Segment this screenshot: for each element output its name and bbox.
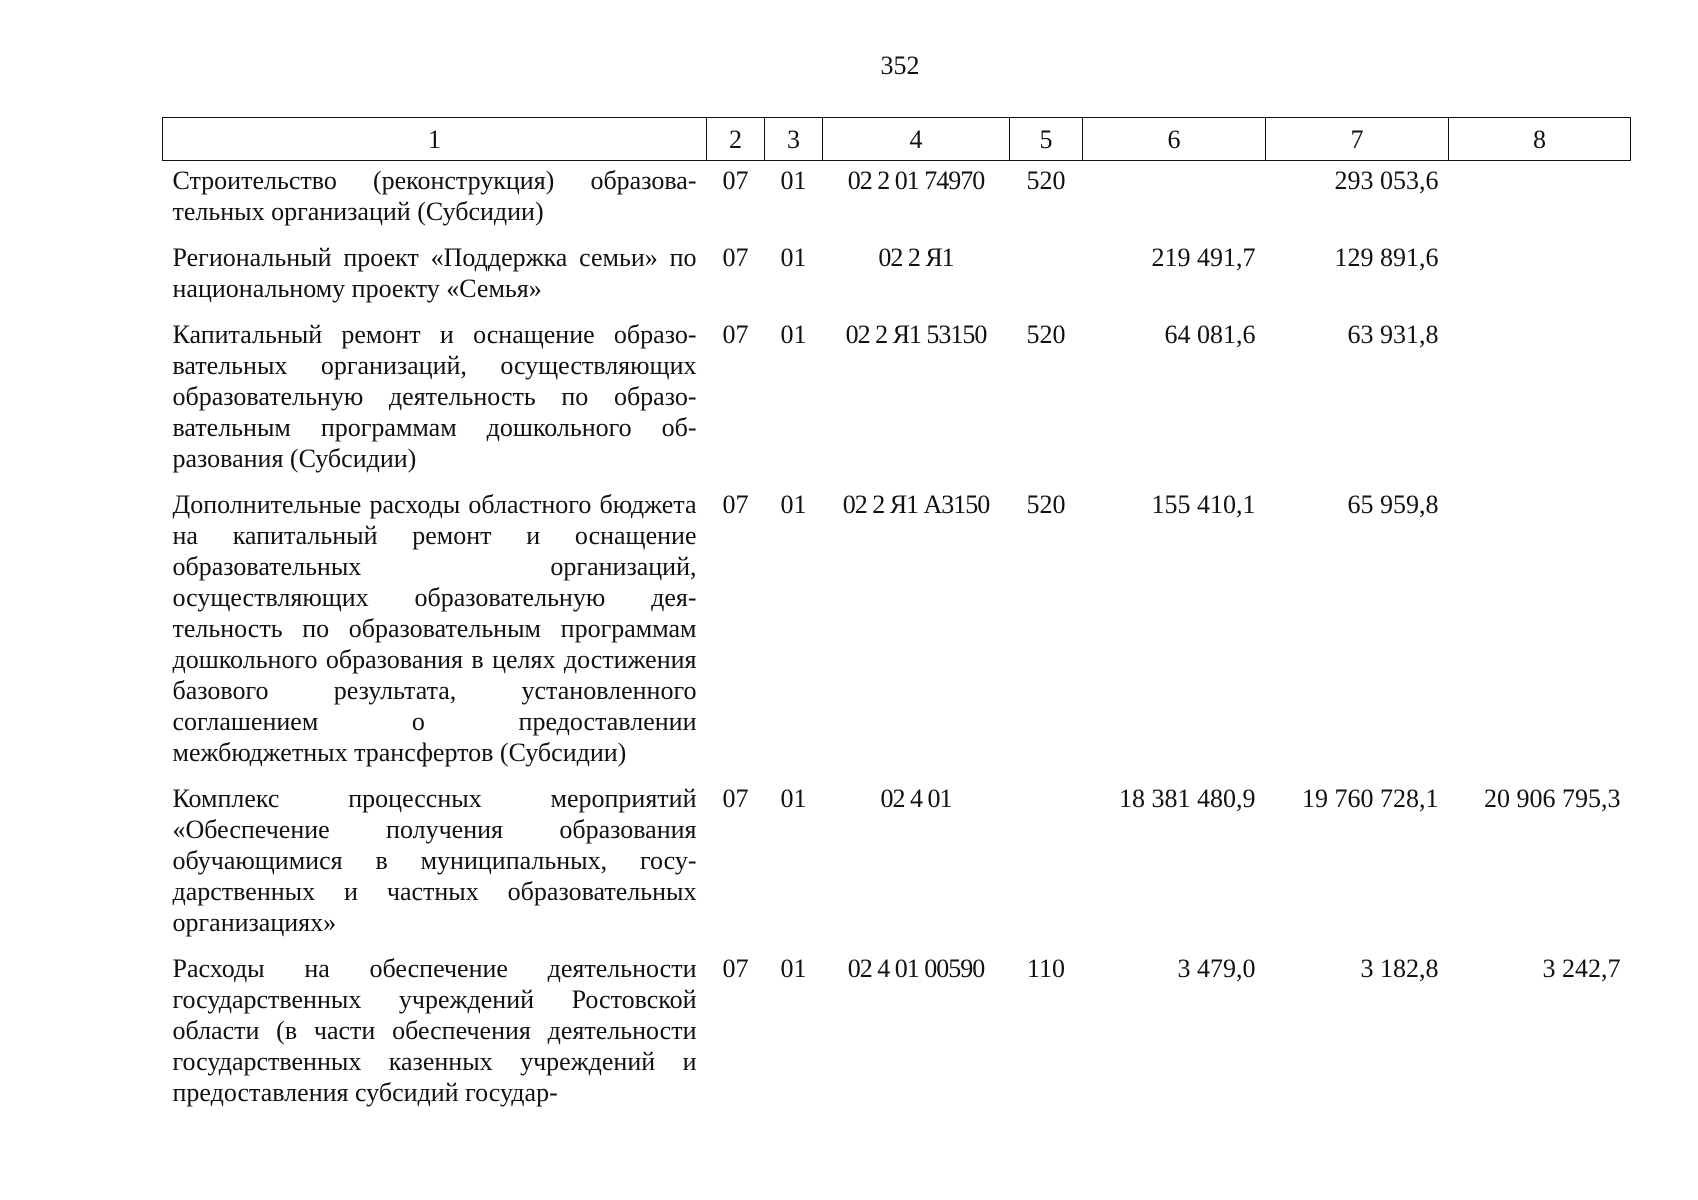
row-name: Расходы на обеспечение деятельности государственных учреждений Ростовской области (в части обеспечения деятельности государственных казенных учреждений и предоставления субсидий государ-	[172, 954, 697, 1107]
row-amount-col8	[1449, 485, 1631, 779]
row-amount-col8	[1449, 315, 1631, 485]
column-header-4: 4	[823, 118, 1010, 161]
row-section: 07	[722, 243, 749, 272]
row-section: 07	[722, 490, 749, 519]
page-number: 352	[880, 51, 920, 80]
row-amount-col8	[1449, 161, 1631, 239]
table-row	[163, 779, 1631, 949]
row-target-code: 02 2 01 74970	[847, 166, 985, 195]
row-subsection: 01	[780, 166, 807, 195]
row-expense-type: 110	[1026, 954, 1066, 983]
row-amount-col6: 18 381 480,9	[1119, 784, 1256, 813]
row-amount-col7: 3 182,8	[1360, 954, 1439, 983]
header-row	[163, 118, 1631, 161]
row-amount-col6: 155 410,1	[1151, 490, 1256, 519]
row-expense-type: 520	[1026, 490, 1066, 519]
row-subsection: 01	[780, 243, 807, 272]
row-name: Строительство (реконструкция) образовательных организаций (Субсидии)	[172, 166, 697, 226]
row-subsection: 01	[780, 954, 807, 983]
row-section: 07	[722, 166, 749, 195]
row-amount-col7: 129 891,6	[1334, 243, 1439, 272]
row-expense-type	[1010, 779, 1083, 949]
row-amount-col8: 3 242,7	[1542, 954, 1621, 983]
table-row	[163, 315, 1631, 485]
row-expense-type: 520	[1026, 166, 1066, 195]
row-amount-col7: 19 760 728,1	[1302, 784, 1439, 813]
budget-table	[162, 117, 1631, 1119]
column-header-2: 2	[707, 118, 765, 161]
row-section: 07	[722, 320, 749, 349]
row-amount-col7: 63 931,8	[1347, 320, 1439, 349]
row-amount-col6: 219 491,7	[1151, 243, 1256, 272]
row-target-code: 02 2 Я1	[878, 243, 954, 272]
row-amount-col8: 20 906 795,3	[1484, 784, 1621, 813]
column-header-1: 1	[163, 118, 707, 161]
column-header-7: 7	[1266, 118, 1449, 161]
row-amount-col6: 3 479,0	[1177, 954, 1256, 983]
table-row	[163, 949, 1631, 1119]
row-name: Комплекс процессных мероприятий «Обеспечение получения образования обучающимися в муниципальных, государственных и частных образовательных организациях»	[172, 784, 697, 937]
row-amount-col8	[1449, 238, 1631, 315]
column-header-8: 8	[1449, 118, 1631, 161]
row-name: Региональный проект «Поддержка семьи» по национальному проекту «Семья»	[172, 243, 697, 303]
row-section: 07	[722, 954, 749, 983]
row-amount-col6	[1083, 161, 1266, 239]
column-header-3: 3	[765, 118, 823, 161]
row-expense-type	[1010, 238, 1083, 315]
row-subsection: 01	[780, 784, 807, 813]
table-row	[163, 161, 1631, 239]
table-row	[163, 485, 1631, 779]
column-header-6: 6	[1083, 118, 1266, 161]
table-row	[163, 238, 1631, 315]
row-target-code: 02 4 01	[880, 784, 952, 813]
row-target-code: 02 2 Я1 А3150	[842, 490, 990, 519]
row-target-code: 02 4 01 00590	[847, 954, 985, 983]
row-expense-type: 520	[1026, 320, 1066, 349]
row-target-code: 02 2 Я1 53150	[845, 320, 987, 349]
row-amount-col7: 65 959,8	[1347, 490, 1439, 519]
row-subsection: 01	[780, 320, 807, 349]
row-section: 07	[722, 784, 749, 813]
row-amount-col7: 293 053,6	[1334, 166, 1439, 195]
row-name: Капитальный ремонт и оснащение образовательных организаций, осуществляющих образовательную деятельность по образовательным программам дошкольного образования (Субсидии)	[172, 320, 697, 473]
row-name: Дополнительные расходы областного бюджета на капитальный ремонт и оснащение образовательных организаций, осуществляющих образовательную деятельность по образовательным программам дошкольного образования в целях достижения базового результата, установленного соглашением о предоставлении межбюджетных трансфертов (Субсидии)	[172, 490, 697, 767]
column-header-5: 5	[1010, 118, 1083, 161]
row-amount-col6: 64 081,6	[1164, 320, 1256, 349]
row-subsection: 01	[780, 490, 807, 519]
